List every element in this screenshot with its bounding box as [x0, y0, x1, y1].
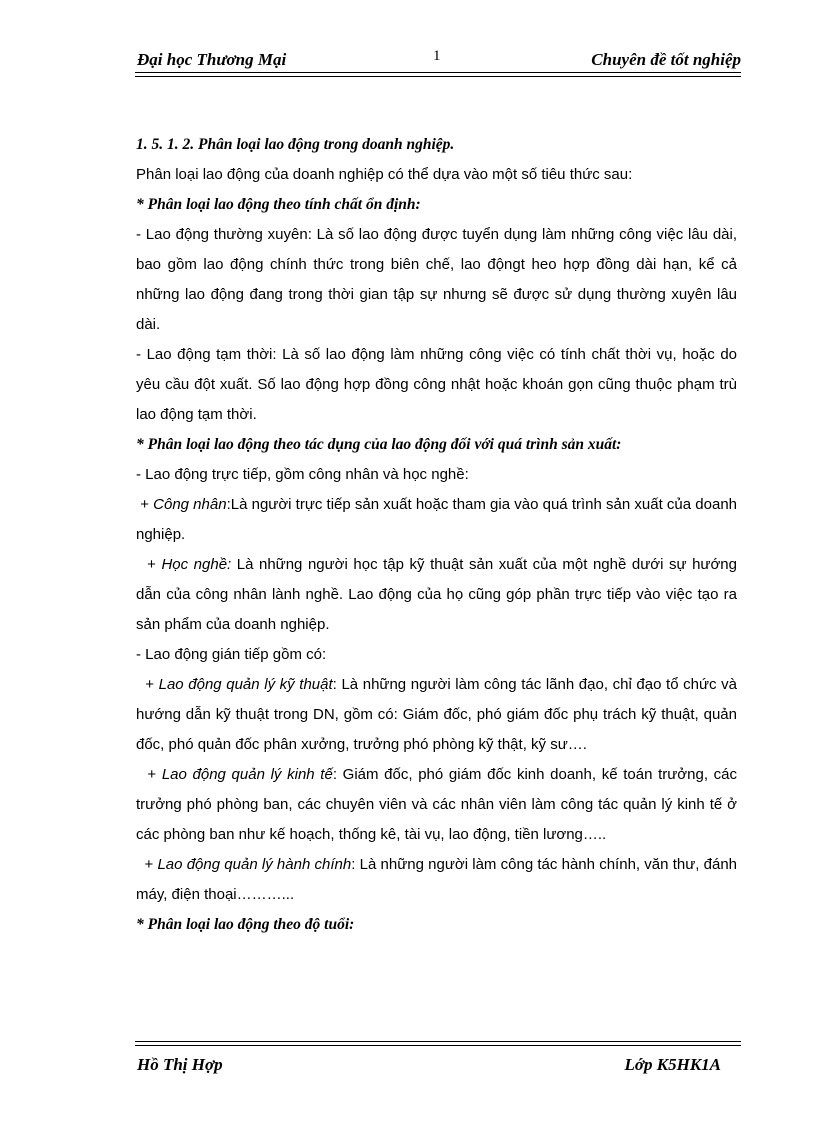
paragraph-economic-management [136, 760, 737, 850]
apprentice-term: Học nghề: [161, 556, 232, 573]
worker-text: :Là người trực tiếp sản xuất hoặc tham gia vào quá trình sản xuất của doanh nghiệp. [136, 496, 738, 543]
tech-term: Lao động quản lý kỹ thuật [158, 676, 333, 693]
tech-prefix: + [145, 676, 154, 693]
header-document-type: Chuyên đề tốt nghiệp [591, 50, 741, 69]
page-footer [135, 1055, 741, 1079]
paragraph-administrative-management [136, 850, 737, 910]
header-page-number: 1 [433, 48, 441, 64]
econ-prefix: + [147, 766, 157, 783]
footer-rule-thin [135, 1041, 741, 1042]
section-title: 1. 5. 1. 2. Phân loại lao động trong doanh nghiệp. [136, 136, 455, 153]
subheading-stability: * Phân loại lao động theo tính chất ổn định: [136, 196, 421, 213]
header-rule-thin [135, 76, 741, 77]
page-body [136, 130, 737, 940]
paragraph-worker [136, 490, 737, 550]
econ-term: Lao động quản lý kinh tế [161, 766, 333, 783]
apprentice-prefix: + [147, 556, 156, 573]
header-university: Đại học Thương Mại [137, 50, 287, 69]
paragraph-indirect-labor: - Lao động gián tiếp gồm có: [136, 646, 327, 663]
page-header [135, 48, 741, 72]
admin-text: : Là những người làm công tác hành chính, văn thư, đánh máy, điện thoại………... [136, 856, 738, 903]
subheading-age: * Phân loại lao động theo độ tuổi: [136, 916, 355, 933]
paragraph-permanent-labor: - Lao động thường xuyên: Là số lao động được tuyển dụng làm những công việc lâu dài, bao gồm lao động chính thức trong biên chế, lao độngt heo hợp đồng dài hạn, kể cả những lao động đang trong thời gian tập sự nhưng sẽ được sử dụng thường xuyên lâu dài. [136, 226, 737, 333]
worker-prefix: + [140, 496, 149, 513]
footer-rule-thick [135, 1045, 741, 1046]
intro-paragraph: Phân loại lao động của doanh nghiệp có thể dựa vào một số tiêu thức sau: [136, 166, 633, 183]
header-rule-thick [135, 72, 741, 73]
paragraph-apprentice [136, 550, 737, 640]
admin-prefix: + [144, 856, 154, 873]
worker-term: Công nhân [153, 496, 227, 513]
admin-term: Lao động quản lý hành chính [157, 856, 352, 873]
paragraph-temporary-labor: - Lao động tạm thời: Là số lao động làm những công việc có tính chất thời vụ, hoặc do yêu cầu đột xuất. Số lao động hợp đồng công nhật hoặc khoán gọn cũng thuộc phạm trù lao động tạm thời. [136, 346, 737, 423]
tech-text: : Là những người làm công tác lãnh đạo, chỉ đạo tổ chức và hướng dẫn kỹ thuật trong DN, gồm có: Giám đốc, phó giám đốc phụ trách kỹ thuật, quản đốc, phó quản đốc phân xưởng, trưởng phó phòng kỹ thật, kỹ sư…. [136, 676, 737, 753]
paragraph-technical-management [136, 670, 737, 760]
paragraph-direct-labor: - Lao động trực tiếp, gồm công nhân và học nghề: [136, 466, 469, 483]
footer-author: Hồ Thị Hợp [137, 1055, 223, 1074]
footer-class: Lớp K5HK1A [624, 1055, 721, 1074]
econ-text: : Giám đốc, phó giám đốc kinh doanh, kế toán trưởng, các trưởng phó phòng ban, các chuyên viên và các nhân viên làm công tác quản lý kinh tế ở các phòng ban như kế hoạch, thống kê, tài vụ, lao động, tiền lương….. [136, 766, 738, 843]
apprentice-text: Là những người học tập kỹ thuật sản xuất của một nghề dưới sự hướng dẫn của công nhân lành nghề. Lao động của họ cũng góp phần trực tiếp vào việc tạo ra sản phẩm của doanh nghiệp. [136, 556, 737, 633]
subheading-production-role: * Phân loại lao động theo tác dụng của lao động đối với quá trình sản xuất: [136, 436, 622, 453]
